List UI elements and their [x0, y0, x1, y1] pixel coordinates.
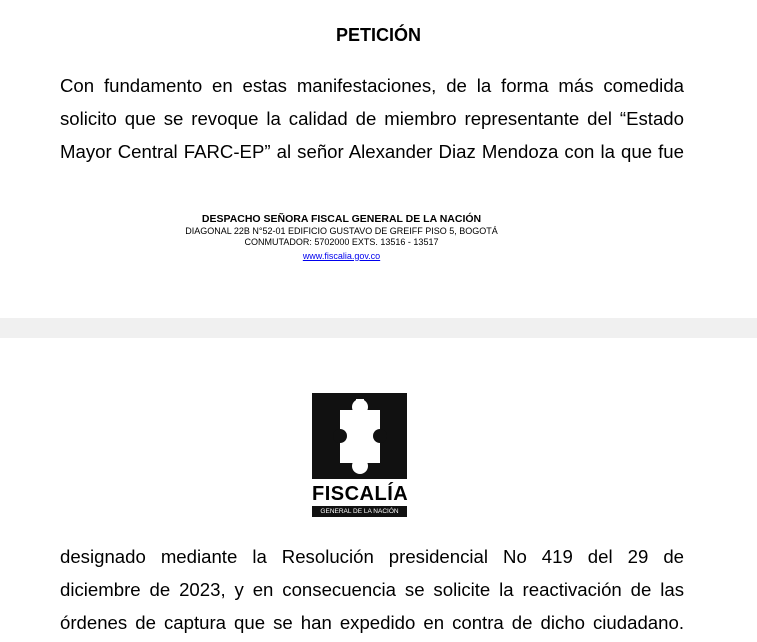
- page-footer: [100, 214, 583, 262]
- puzzle-piece-icon: [312, 393, 407, 479]
- logo-subtitle: GENERAL DE LA NACIÓN: [312, 506, 407, 517]
- text-line: órdenes de captura que se han expedido en contra de dicho ciudadano.: [60, 612, 684, 633]
- petition-paragraph: [60, 69, 684, 168]
- footer-address: DIAGONAL 22B N°52-01 EDIFICIO GUSTAVO DE GREIFF PISO 5, BOGOTÁ: [185, 225, 498, 236]
- text-line: solicito que se revoque la calidad de miembro representante del “Estado: [60, 108, 684, 129]
- text-line: Con fundamento en estas manifestaciones, de la forma más comedida: [60, 75, 684, 96]
- footer-website-link[interactable]: www.fiscalia.gov.co: [302, 250, 381, 261]
- logo-name: FISCALÍA: [312, 483, 409, 505]
- page-break: [0, 318, 757, 338]
- footer-office: DESPACHO SEÑORA FISCAL GENERAL DE LA NACIÓN: [201, 213, 482, 225]
- text-line: diciembre de 2023, y en consecuencia se solicite la reactivación de las: [60, 579, 684, 600]
- fiscalia-logo: [312, 393, 407, 517]
- text-line: Mayor Central FARC-EP” al señor Alexander Diaz Mendoza con la que fue: [60, 141, 684, 162]
- text-line: designado mediante la Resolución presidencial No 419 del 29 de: [60, 546, 684, 567]
- section-title: PETICIÓN: [335, 25, 421, 45]
- petition-paragraph-continued: [60, 540, 684, 639]
- footer-phone: CONMUTADOR: 5702000 EXTS. 13516 - 13517: [244, 237, 439, 247]
